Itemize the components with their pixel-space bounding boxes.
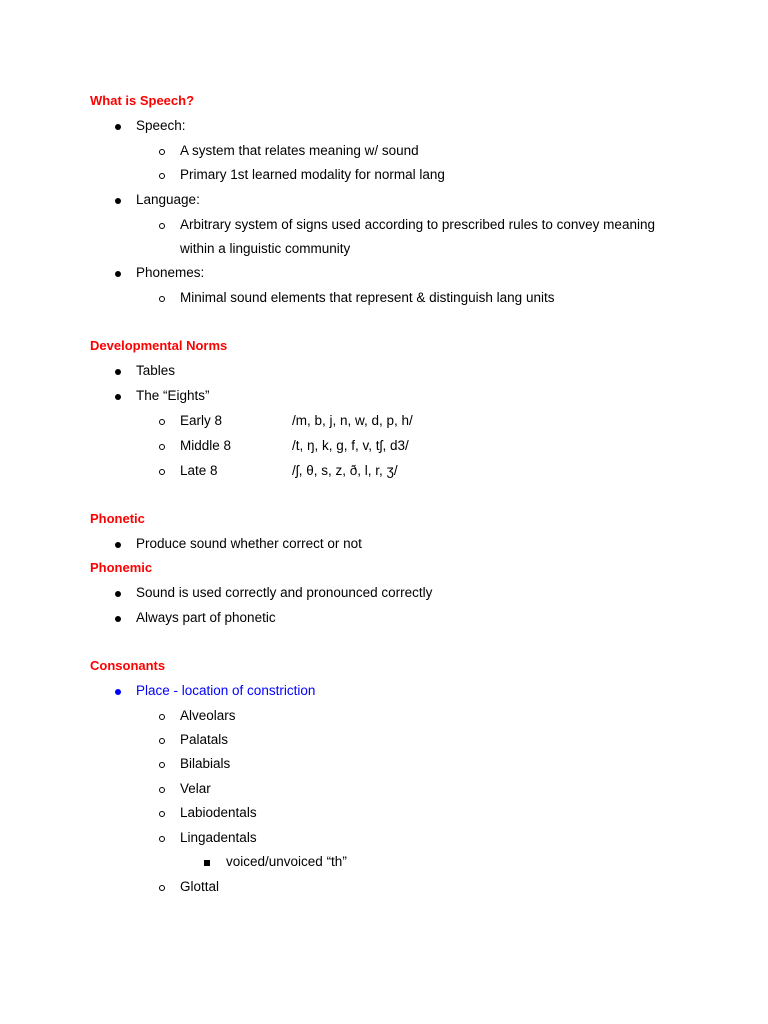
list-item-label: Language: [136, 192, 200, 207]
list-item-text: Lingadentals [180, 830, 257, 845]
list-item-text: Sound is used correctly and pronounced correctly [136, 585, 433, 600]
list-item-text: voiced/unvoiced “th” [226, 854, 347, 869]
list-item-label: Speech: [136, 118, 186, 133]
hollow-bullet-icon [158, 732, 176, 748]
hollow-bullet-icon [158, 879, 176, 895]
hollow-bullet-icon [158, 438, 176, 454]
list-item-text: Arbitrary system of signs used according to prescribed rules to convey meaning within a linguistic community [180, 217, 655, 256]
section-heading-phonetic: Phonetic [90, 511, 145, 526]
list-item-text: Always part of phonetic [136, 610, 276, 625]
list-item-text: Produce sound whether correct or not [136, 536, 362, 551]
hollow-bullet-icon [158, 463, 176, 479]
list-item-label: Tables [136, 363, 176, 378]
bullet-icon [114, 585, 132, 601]
hollow-bullet-icon [158, 290, 176, 306]
hollow-bullet-icon [158, 413, 176, 429]
bullet-icon [114, 363, 132, 379]
section-heading-speech: What is Speech? [90, 93, 195, 108]
bullet-icon [114, 683, 132, 699]
section-heading-norms: Developmental Norms [90, 338, 228, 353]
list-item-text: Primary 1st learned modality for normal lang [180, 167, 445, 182]
eights-sounds: /ʃ, θ, s, z, ð, l, r, ʒ/ [292, 463, 398, 478]
list-item-text: Velar [180, 781, 211, 796]
bullet-icon [114, 388, 132, 404]
section-heading-consonants: Consonants [90, 658, 166, 673]
hollow-bullet-icon [158, 830, 176, 846]
hollow-bullet-icon [158, 167, 176, 183]
hollow-bullet-icon [158, 781, 176, 797]
bullet-icon [114, 192, 132, 208]
eights-sounds: /m, b, j, n, w, d, p, h/ [292, 413, 413, 428]
list-item-text: Palatals [180, 732, 229, 747]
list-item-text: Bilabials [180, 756, 231, 771]
eights-sounds: /t, ŋ, k, g, f, v, tʃ, d3/ [292, 438, 409, 453]
list-item-text: Labiodentals [180, 805, 257, 820]
eights-name-text: Late 8 [180, 463, 218, 478]
section-heading-phonemic: Phonemic [90, 560, 153, 575]
bullet-icon [114, 118, 132, 134]
hollow-bullet-icon [158, 143, 176, 159]
hollow-bullet-icon [158, 805, 176, 821]
hollow-bullet-icon [158, 708, 176, 724]
hollow-bullet-icon [158, 217, 176, 233]
bullet-icon [114, 265, 132, 281]
list-item-text: Alveolars [180, 708, 236, 723]
eights-name-text: Middle 8 [180, 438, 232, 453]
list-item-text: Minimal sound elements that represent & distinguish lang units [180, 290, 555, 305]
eights-name [180, 413, 413, 429]
bullet-icon [114, 536, 132, 552]
eights-name-text: Early 8 [180, 413, 223, 428]
eights-name [180, 463, 398, 479]
bullet-icon [114, 610, 132, 626]
list-item-text: A system that relates meaning w/ sound [180, 143, 419, 158]
list-item-label: The “Eights” [136, 388, 210, 403]
square-bullet-icon [203, 854, 221, 870]
list-item-label: Place - location of constriction [136, 683, 316, 698]
list-item-text: Glottal [180, 879, 220, 894]
hollow-bullet-icon [158, 756, 176, 772]
list-item-label: Phonemes: [136, 265, 205, 280]
eights-name [180, 438, 409, 454]
